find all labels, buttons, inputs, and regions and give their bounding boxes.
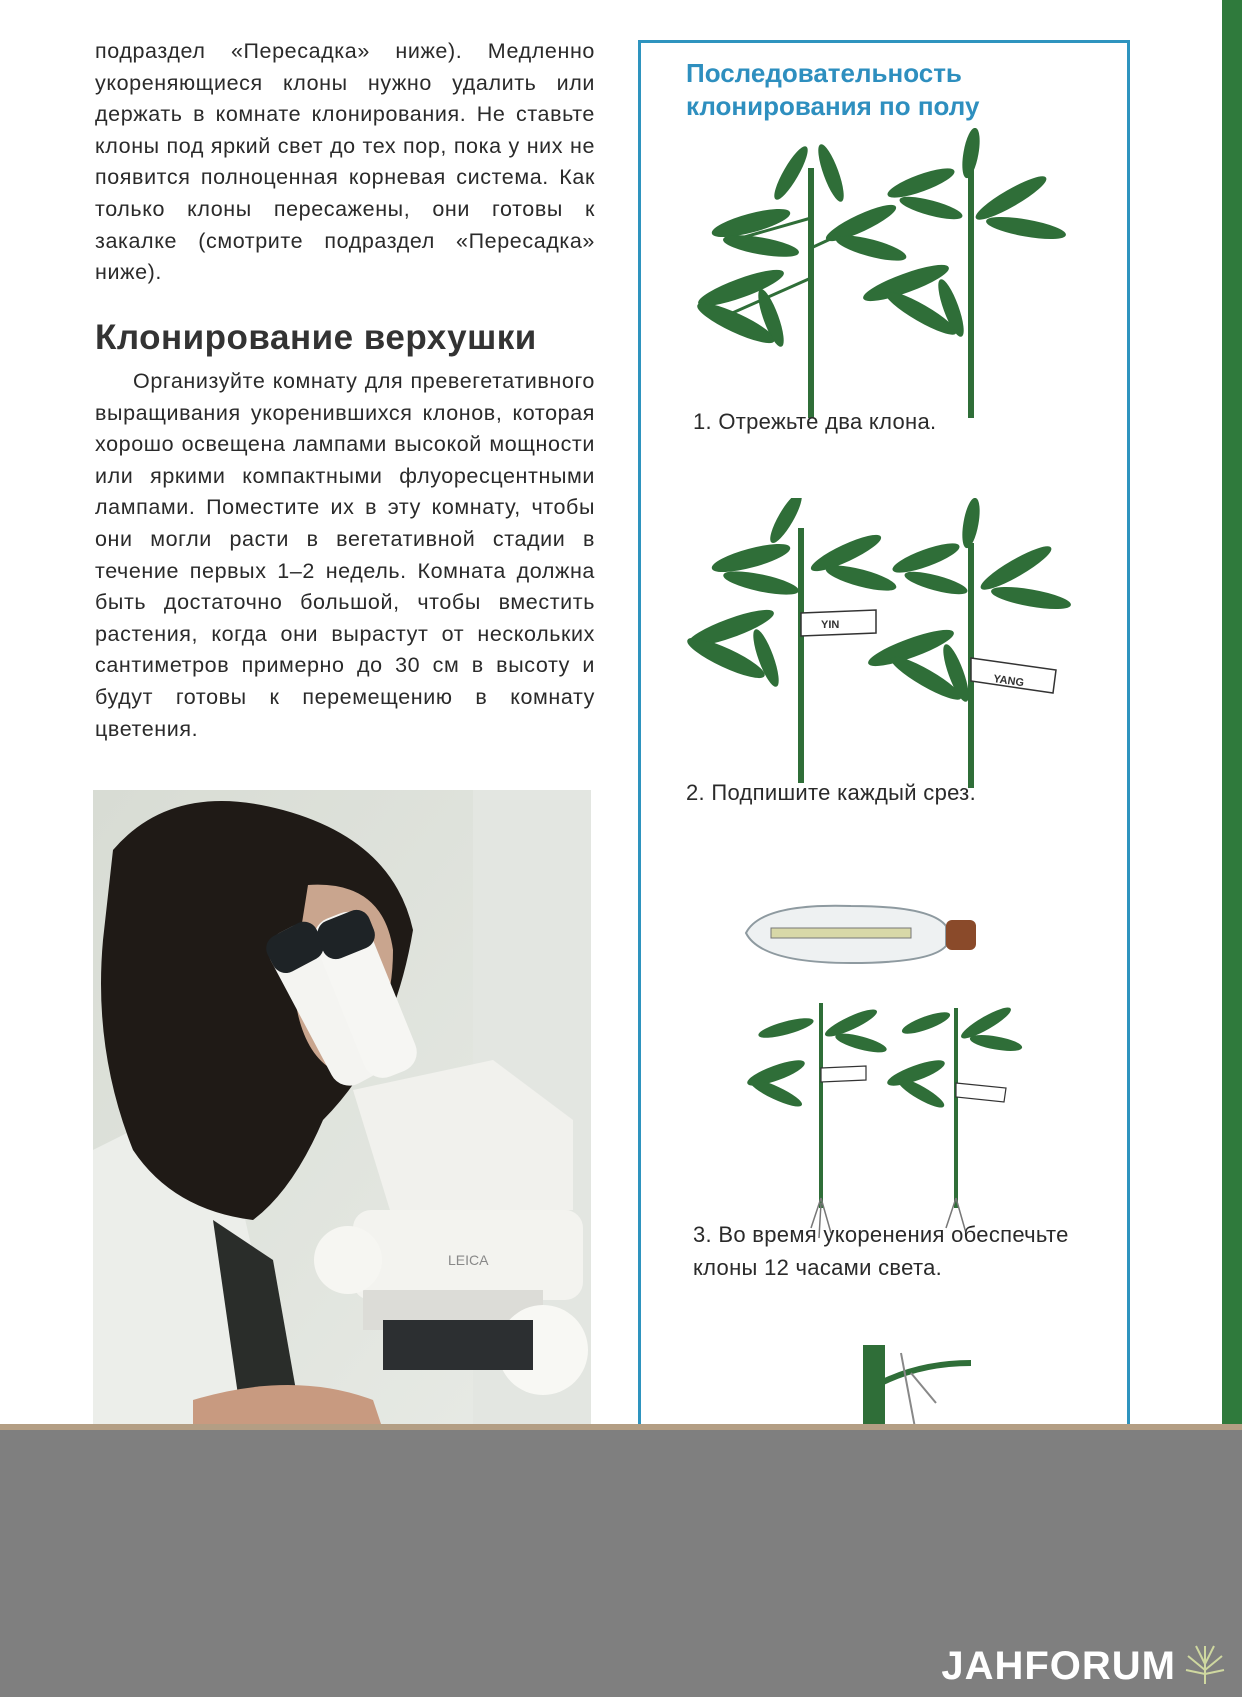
sidebar-title (686, 57, 979, 123)
step1-clones-illustration (681, 128, 1081, 428)
microscope-photo (93, 790, 591, 1430)
tag-yang-text: YANG (992, 673, 1025, 690)
page-edge-stripe (1222, 0, 1242, 1440)
plant-icon (885, 1004, 1022, 1233)
step3-lamp-and-clones-illustration (741, 898, 1041, 1248)
tag-yin-text: YIN (821, 619, 840, 631)
body-paragraph-2: Организуйте комнату для превегетативного выращивания укоренившихся клонов, которая хорошо освещена лампами высокой мощности или яркими компактными флуоресцентными лампами. Поместите их в эту комнату, чтобы они могли расти в вегетативной стадии в течение первых 1–2 недель. Комната должна быть достаточно большой, чтобы вместить растения, когда они вырастут от нескольких сантиметров примерно до 30 см в высоту и будут готовы к перемещению в комнату цветения. (95, 369, 595, 741)
sidebar-box (638, 40, 1130, 1440)
step3-caption-line-1: 3. Во время укоренения обеспечьте (693, 1222, 1069, 1247)
footer-brand: JAHFORUM (941, 1644, 1176, 1688)
section-heading: Клонирование верхушки (95, 318, 537, 357)
leaf-logo-icon (1182, 1640, 1228, 1686)
plant-icon (866, 498, 1072, 788)
sidebar-title-line-1: Последовательность (686, 58, 962, 88)
step3-caption (693, 1218, 1069, 1284)
step2-labeled-clones-illustration (671, 498, 1091, 798)
step1-caption: 1. Отрежьте два клона. (693, 409, 937, 434)
step2-caption: 2. Подпишите каждый срез. (686, 780, 976, 805)
plant-icon (684, 498, 898, 783)
label-tag-yin (801, 610, 876, 636)
sidebar-title-line-2: клонирования по полу (686, 91, 980, 121)
step3-caption-line-2: клоны 12 часами света. (693, 1255, 943, 1280)
plant-icon (694, 142, 908, 418)
label-tag-yang (971, 658, 1056, 693)
plant-icon (861, 128, 1067, 418)
plant-icon (745, 1003, 887, 1238)
microscope-brand-text: LEICA (448, 1252, 489, 1268)
lamp-bulb-icon (746, 906, 976, 963)
body-paragraph-1: подраздел «Пересадка» ниже). Медленно укореняющиеся клоны нужно удалить или держать в комнате клонирования. Не ставьте клоны под яркий свет до тех пор, пока у них не появится полноценная корневая система. Как только клоны пересажены, они готовы к закалке (смотрите подраздел «Пересадка» ниже). (95, 39, 595, 285)
